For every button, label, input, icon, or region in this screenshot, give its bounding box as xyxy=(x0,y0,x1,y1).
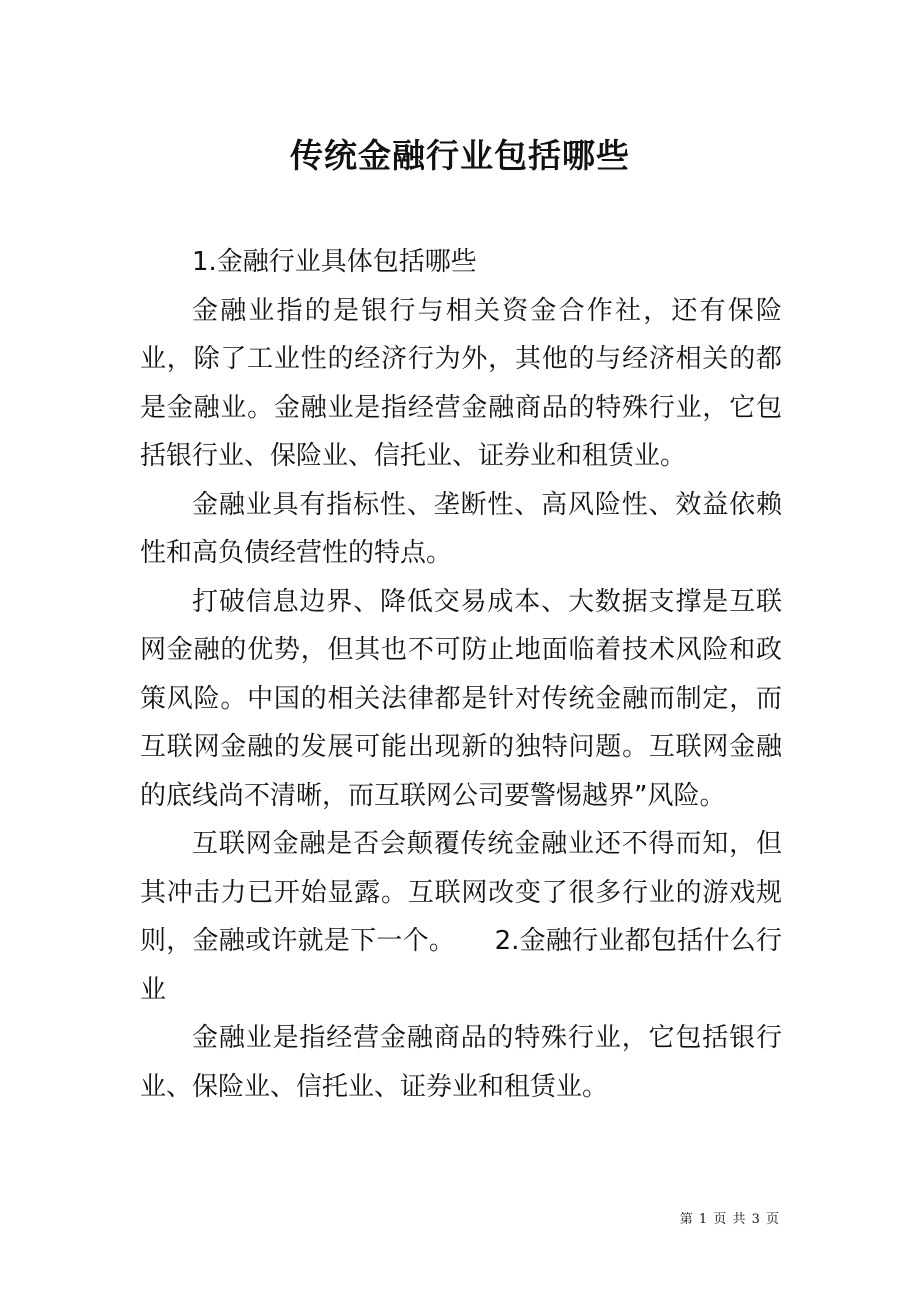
paragraph: 金融业具有指标性、垄断性、高风险性、效益依赖性和高负债经营性的特点。 xyxy=(140,489,782,568)
document-title: 传统金融行业包括哪些 xyxy=(290,136,630,175)
paragraph: 金融业是指经营金融商品的特殊行业，它包括银行业、保险业、信托业、证券业和租赁业。 xyxy=(140,1023,782,1102)
paragraph: 打破信息边界、降低交易成本、大数据支撑是互联网金融的优势，但其也不可防止地面临着技术风险和政策风险。中国的相关法律都是针对传统金融而制定，而互联网金融的发展可能出现新的独特问题。互联网金融的底线尚不清晰，而互联网公司要警惕越界”风险。 xyxy=(140,586,782,811)
page-number-footer: 第 1 页 共 3 页 xyxy=(679,1212,780,1227)
paragraph-heading-1: 1.金融行业具体包括哪些 xyxy=(192,247,477,277)
paragraph: 互联网金融是否会颠覆传统金融业还不得而知，但其冲击力已开始显露。互联网改变了很多行业的游戏规则，金融或许就是下一个。 2.金融行业都包括什么行业 xyxy=(140,829,782,1005)
paragraph: 金融业指的是银行与相关资金合作社，还有保险业，除了工业性的经济行为外，其他的与经济相关的都是金融业。金融业是指经营金融商品的特殊行业，它包括银行业、保险业、信托业、证券业和租赁业。 xyxy=(140,295,782,471)
document-body xyxy=(140,238,782,1111)
